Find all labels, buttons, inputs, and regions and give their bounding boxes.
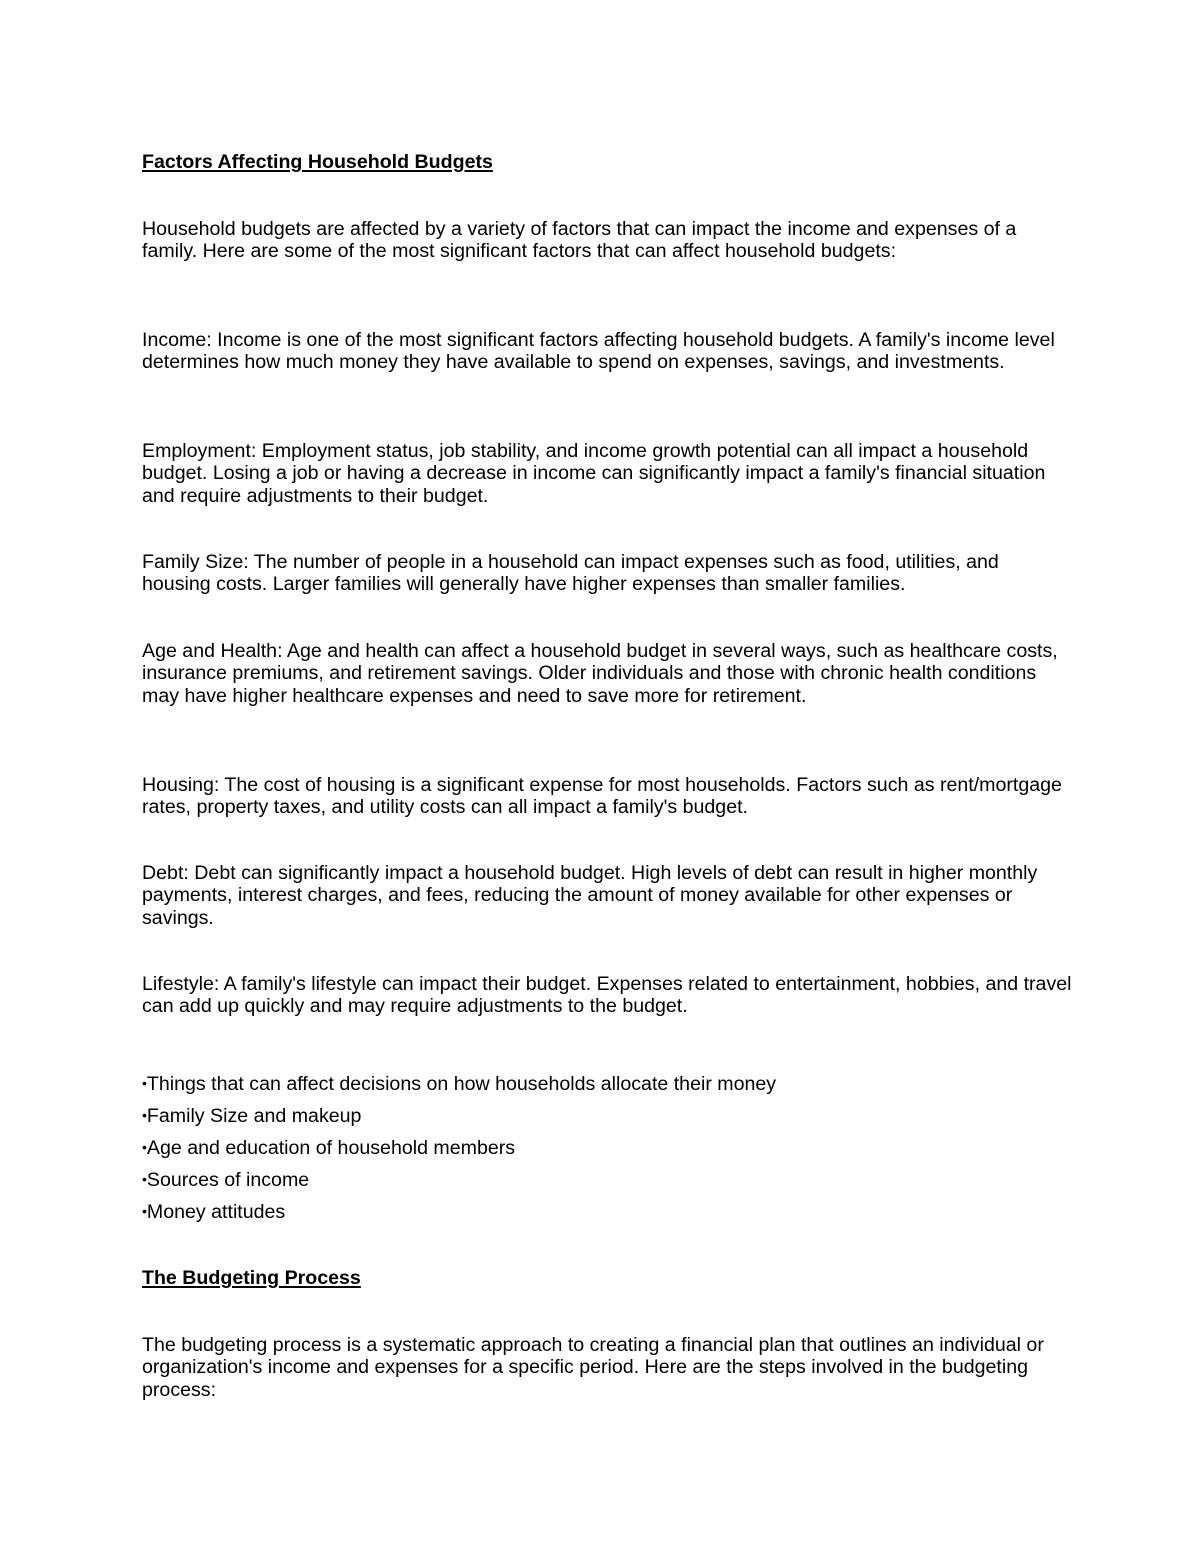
paragraph-debt: Debt: Debt can significantly impact a household budget. High levels of debt can result in higher monthly payments, interest charges, and fees, reducing the amount of money available for other expenses or savings. bbox=[142, 862, 1038, 929]
paragraph-age-health: Age and Health: Age and health can affect a household budget in several ways, such as healthcare costs, insurance premiums, and retirement savings. Older individuals and those with chronic health conditions may have higher healthcare expenses and need to save more for retirement. bbox=[142, 640, 1058, 707]
list-item-text: Family Size and makeup bbox=[146, 1105, 362, 1127]
bullet-icon: • bbox=[142, 1203, 147, 1219]
list-item bbox=[142, 1200, 1072, 1223]
bullet-icon: • bbox=[142, 1075, 147, 1091]
paragraph-family-size: Family Size: The number of people in a household can impact expenses such as food, utilities, and housing costs. Larger families will generally have higher expenses than smaller families. bbox=[142, 551, 999, 596]
list-item-text: Sources of income bbox=[146, 1169, 310, 1191]
section-heading-factors: Factors Affecting Household Budgets bbox=[142, 151, 493, 173]
list-item-text: Money attitudes bbox=[146, 1201, 286, 1223]
section-heading-budgeting-process: The Budgeting Process bbox=[142, 1267, 361, 1289]
bullet-icon: • bbox=[142, 1139, 147, 1155]
bullet-icon: • bbox=[142, 1107, 147, 1123]
list-item bbox=[142, 1104, 1072, 1127]
intro-paragraph: Household budgets are affected by a variety of factors that can impact the income and expenses of a family. Here are some of the most significant factors that can affect household budgets: bbox=[142, 218, 1017, 263]
paragraph-employment: Employment: Employment status, job stability, and income growth potential can all impact a household budget. Losing a job or having a decrease in income can significantly impact a family's financial situation and require adjustments to their budget. bbox=[142, 440, 1046, 507]
paragraph-income: Income: Income is one of the most significant factors affecting household budgets. A family's income level determines how much money they have available to spend on expenses, savings, and investments. bbox=[142, 329, 1055, 374]
list-item bbox=[142, 1168, 1072, 1191]
paragraph-housing: Housing: The cost of housing is a significant expense for most households. Factors such as rent/mortgage rates, property taxes, and utility costs can all impact a family's budget. bbox=[142, 774, 1062, 819]
list-item-text: Things that can affect decisions on how households allocate their money bbox=[146, 1073, 777, 1095]
bullet-icon: • bbox=[142, 1171, 147, 1187]
budgeting-intro-paragraph: The budgeting process is a systematic approach to creating a financial plan that outlines an individual or organization's income and expenses for a specific period. Here are the steps involved in the budgeting process: bbox=[142, 1334, 1044, 1401]
paragraph-lifestyle: Lifestyle: A family's lifestyle can impact their budget. Expenses related to entertainment, hobbies, and travel can add up quickly and may require adjustments to the budget. bbox=[142, 973, 1072, 1018]
list-item-text: Age and education of household members bbox=[146, 1137, 516, 1159]
list-item bbox=[142, 1136, 1072, 1159]
list-item bbox=[142, 1072, 1072, 1095]
